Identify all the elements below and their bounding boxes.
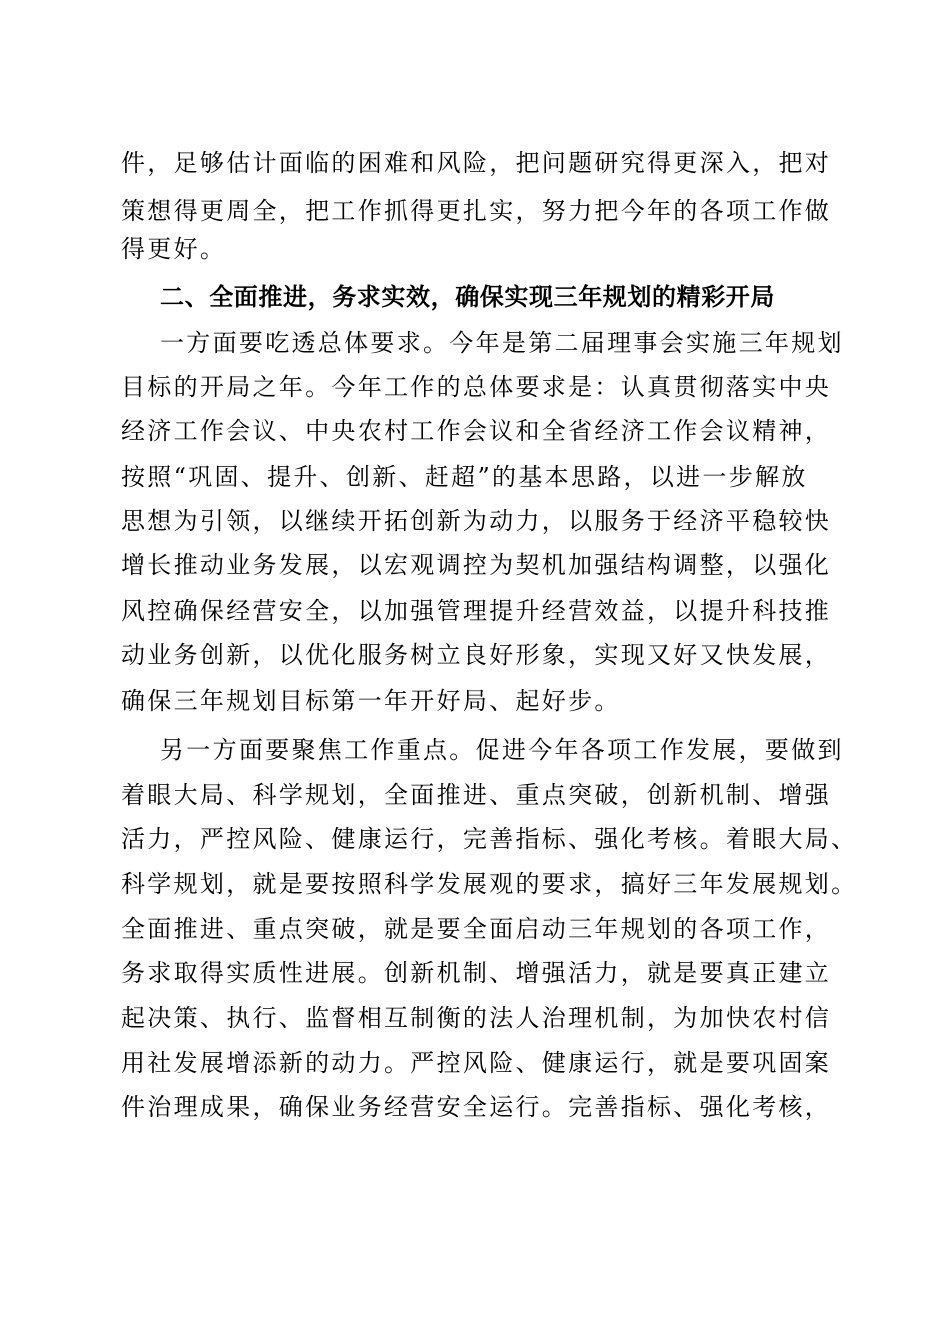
text-line: 确保三年规划目标第一年开好局、起好步。 — [121, 687, 621, 715]
text-line: 件治理成果，确保业务经营安全运行。完善指标、强化考核， — [121, 1093, 832, 1121]
paragraph-first-line: 一方面要吃透总体要求。今年是第二届理事会实施三年规划 — [160, 329, 844, 357]
text-line: 活力，严控风险、健康运行，完善指标、强化考核。着眼大局、 — [121, 825, 858, 853]
text-line: 着眼大局、科学规划，全面推进、重点突破，创新机制、增强 — [121, 781, 832, 809]
text-line: 按照“巩固、提升、创新、赶超”的基本思路，以进一步解放 — [121, 463, 808, 491]
text-line: 件，足够估计面临的困难和风险，把问题研究得更深入，把对 — [121, 149, 832, 177]
text-line: 用社发展增添新的动力。严控风险、健康运行，就是要巩固案 — [121, 1049, 832, 1077]
text-line: 风控确保经营安全，以加强管理提升经营效益，以提升科技推 — [121, 597, 832, 625]
section-heading: 二、全面推进，务求实效，确保实现三年规划的精彩开局 — [160, 282, 775, 311]
text-line: 务求取得实质性进展。创新机制、增强活力，就是要真正建立 — [121, 959, 832, 987]
paragraph-first-line: 另一方面要聚焦工作重点。促进今年各项工作发展，要做到 — [160, 736, 844, 764]
text-line: 策想得更周全，把工作抓得更扎实，努力把今年的各项工作做 — [121, 197, 832, 225]
text-line: 目标的开局之年。今年工作的总体要求是：认真贯彻落实中央 — [121, 373, 832, 401]
text-line: 思想为引领，以继续开拓创新为动力，以服务于经济平稳较快 — [121, 507, 832, 535]
text-line: 动业务创新，以优化服务树立良好形象，实现又好又快发展， — [121, 641, 832, 669]
text-line: 科学规划，就是要按照科学发展观的要求，搞好三年发展规划。 — [121, 870, 858, 898]
text-line: 得更好。 — [121, 235, 227, 263]
text-line: 全面推进、重点突破，就是要全面启动三年规划的各项工作， — [121, 915, 832, 943]
text-line: 经济工作会议、中央农村工作会议和全省经济工作会议精神， — [121, 417, 832, 445]
text-line: 增长推动业务发展，以宏观调控为契机加强结构调整，以强化 — [121, 551, 832, 579]
text-line: 起决策、执行、监督相互制衡的法人治理机制，为加快农村信 — [121, 1004, 832, 1032]
